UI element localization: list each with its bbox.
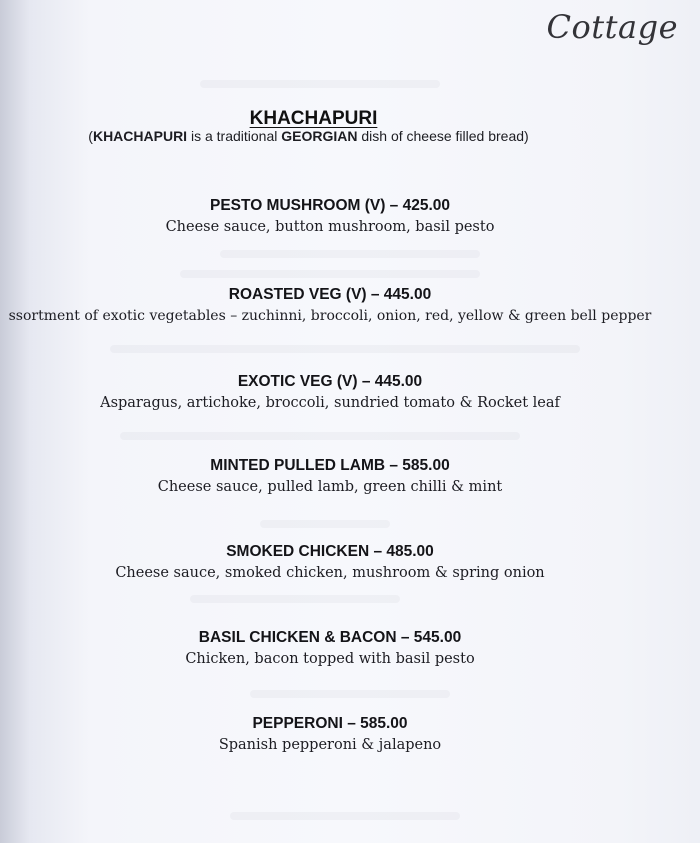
menu-item-basil-chicken-bacon — [0, 628, 660, 670]
item-name: ROASTED VEG (V) – 445.00 — [228, 286, 432, 303]
subtitle-origin: GEORGIAN — [281, 128, 358, 144]
item-description: Spanish pepperoni & jalapeno — [218, 737, 442, 753]
section-title: KHACHAPURI — [249, 108, 378, 129]
item-name: SMOKED CHICKEN – 485.00 — [226, 543, 434, 560]
item-description: Chicken, bacon topped with basil pesto — [185, 651, 475, 667]
cottage-logo: Cottage — [546, 8, 678, 46]
menu-item-exotic-veg — [0, 372, 660, 414]
item-name: PEPPERONI – 585.00 — [252, 715, 408, 732]
item-description: Asparagus, artichoke, broccoli, sundried tomato & Rocket leaf — [100, 395, 560, 411]
item-description: Cheese sauce, pulled lamb, green chilli & mint — [157, 479, 503, 495]
item-description: Cheese sauce, smoked chicken, mushroom & spring onion — [115, 565, 545, 581]
menu-item-roasted-veg — [0, 285, 668, 327]
subtitle-term: KHACHAPURI — [92, 128, 188, 144]
item-description: Cheese sauce, button mushroom, basil pesto — [165, 219, 495, 235]
menu-item-minted-pulled-lamb — [0, 456, 660, 498]
menu-item-pesto-mushroom — [0, 196, 660, 238]
menu-item-pepperoni — [0, 714, 660, 756]
item-name: BASIL CHICKEN & BACON – 545.00 — [198, 629, 462, 646]
item-name: EXOTIC VEG (V) – 445.00 — [237, 373, 423, 390]
menu-item-smoked-chicken — [0, 542, 660, 584]
section-subtitle: (KHACHAPURI is a traditional GEORGIAN dish of cheese filled bread) — [88, 128, 529, 144]
item-name: PESTO MUSHROOM (V) – 425.00 — [209, 197, 451, 214]
item-name: MINTED PULLED LAMB – 585.00 — [210, 457, 450, 474]
item-description: ssortment of exotic vegetables – zuchinni, broccoli, onion, red, yellow & green bell pepper — [8, 308, 652, 324]
